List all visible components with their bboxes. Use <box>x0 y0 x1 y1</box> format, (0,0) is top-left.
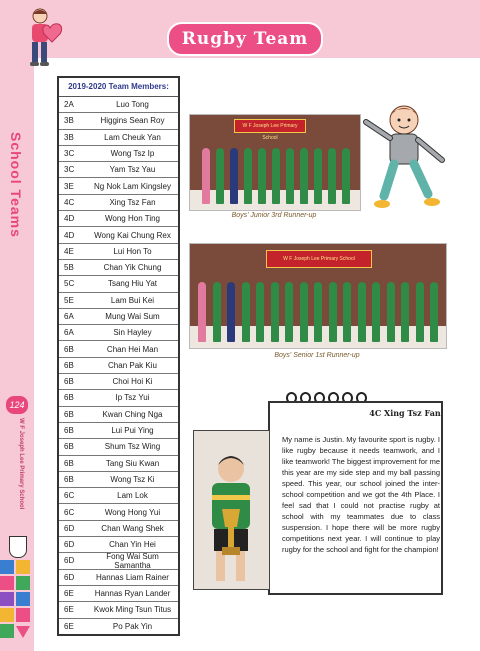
roster-class: 3B <box>64 116 74 126</box>
roster-class: 4C <box>64 197 75 207</box>
roster-class: 6B <box>64 458 74 468</box>
player-figure <box>372 282 380 342</box>
player-figure <box>329 282 337 342</box>
roster-name: Xing Tsz Fan <box>109 197 156 207</box>
player-figure <box>343 282 351 342</box>
roster-class: 6C <box>64 491 75 501</box>
player-figure <box>416 282 424 342</box>
roster-name: Lam Bui Kei <box>110 295 155 305</box>
roster-row <box>59 537 178 553</box>
roster-name: Kwok Ming Tsun Titus <box>93 605 172 615</box>
roster-class: 6B <box>64 344 74 354</box>
story-text: My name is Justin. My favourite sport is rugby. I like rugby because it needs teamwork, and I like teamwork! The biggest improvement for me this year are my side step and my ball passing speed. This year, our school joined the inter-school competition and we got the 4th Place. I feel sad that I could not practise rugby at school with my teammates due to class suspension. I hope there will be more rugby competitions next year. I will continue to play rugby for the school and fight for the champion! <box>282 435 440 554</box>
photo-banner: W F Joseph Lee Primary School <box>234 119 306 133</box>
roster-class: 6E <box>64 622 74 632</box>
player-figure <box>300 148 308 204</box>
roster-name: Lui Hon To <box>113 246 152 256</box>
roster-class: 6B <box>64 426 74 436</box>
player-figure <box>242 282 250 342</box>
roster-name: Wong Hong Yui <box>104 507 161 517</box>
player-figure <box>244 148 252 204</box>
roster-row <box>59 488 178 504</box>
roster-class: 5E <box>64 295 74 305</box>
roster-name: Wong Hon Ting <box>105 214 160 224</box>
roster-name: Fong Wai Sum Samantha <box>106 551 159 570</box>
section-label: School Teams <box>8 132 24 238</box>
player-figure <box>387 282 395 342</box>
roster-name: Ip Tsz Yui <box>115 393 150 403</box>
player-figure <box>198 282 206 342</box>
player-figure <box>202 148 210 204</box>
roster-row <box>59 602 178 618</box>
team-roster <box>57 76 180 636</box>
player-figure <box>358 282 366 342</box>
roster-name: Chan Pak Kiu <box>108 360 157 370</box>
roster-row <box>59 276 178 292</box>
player-figure <box>227 282 235 342</box>
roster-heading: 2019-2020 Team Members: <box>59 78 178 97</box>
roster-row <box>59 227 178 243</box>
player-figure <box>213 282 221 342</box>
player-figure <box>314 282 322 342</box>
roster-name: Kwan Ching Nga <box>102 409 163 419</box>
school-name: W F Joseph Lee Primary School <box>18 418 24 510</box>
roster-name: Lui Pui Ying <box>111 426 154 436</box>
player-figure <box>216 148 224 204</box>
junior-caption: Boys' Junior 3rd Runner-up <box>231 212 317 219</box>
roster-row <box>59 195 178 211</box>
roster-row <box>59 407 178 423</box>
roster-row <box>59 97 178 113</box>
roster-name: Chan Wang Shek <box>101 523 164 533</box>
roster-name: Chan Hei Man <box>106 344 159 354</box>
senior-caption: Boys' Senior 1st Runner-up <box>274 352 360 359</box>
roster-class: 6B <box>64 409 74 419</box>
roster-name: Ng Nok Lam Kingsley <box>94 181 171 191</box>
student-trophy-photo <box>193 430 270 590</box>
roster-class: 6D <box>64 523 75 533</box>
roster-name: Lam Cheuk Yan <box>104 132 161 142</box>
roster-class: 4D <box>64 230 75 240</box>
roster-body <box>59 97 178 635</box>
player-figure <box>286 148 294 204</box>
roster-class: 6A <box>64 312 74 321</box>
page-number: 124 <box>6 396 28 414</box>
roster-class: 3B <box>64 132 74 142</box>
roster-class: 6B <box>64 377 74 387</box>
roster-name: Wong Kai Chung Rex <box>94 230 171 240</box>
school-crest-icon <box>9 536 27 558</box>
roster-class: 6D <box>64 540 75 550</box>
story-title: 4C Xing Tsz Fan <box>369 408 441 418</box>
roster-name: Sin Hayley <box>113 328 152 338</box>
roster-class: 6E <box>64 605 74 615</box>
roster-class: 6D <box>64 572 75 582</box>
roster-class: 6B <box>64 360 74 370</box>
roster-name: Wong Tsz Ki <box>110 474 155 484</box>
player-figure <box>285 282 293 342</box>
page-title: Rugby Team <box>167 22 323 56</box>
roster-class: 6B <box>64 393 74 403</box>
player-figure <box>300 282 308 342</box>
roster-class: 6A <box>64 328 74 338</box>
roster-class: 6E <box>64 589 74 599</box>
player-figure <box>328 148 336 204</box>
roster-class: 6B <box>64 474 74 484</box>
roster-row <box>59 390 178 406</box>
roster-row <box>59 456 178 472</box>
roster-class: 2A <box>64 100 74 110</box>
girl-with-heart-illustration <box>10 6 70 74</box>
roster-row <box>59 325 178 341</box>
roster-name: Chan Yin Hei <box>109 540 156 550</box>
roster-row <box>59 553 178 569</box>
roster-row <box>59 293 178 309</box>
player-figure <box>430 282 438 342</box>
roster-class: 5C <box>64 279 75 289</box>
roster-class: 4D <box>64 214 75 224</box>
player-figure <box>230 148 238 204</box>
boy-waving-illustration <box>358 100 450 218</box>
roster-name: Hannas Ryan Lander <box>94 589 171 599</box>
roster-class: 6C <box>64 507 75 517</box>
roster-row <box>59 472 178 488</box>
roster-name: Chan Yik Chung <box>103 263 162 273</box>
roster-name: Mung Wai Sum <box>105 312 160 321</box>
player-figure <box>342 148 350 204</box>
roster-class: 3C <box>64 165 75 175</box>
roster-row <box>59 504 178 520</box>
player-figure <box>272 148 280 204</box>
player-figure <box>258 148 266 204</box>
roster-name: Hannas Liam Rainer <box>96 572 169 582</box>
roster-name: Po Pak Yin <box>112 622 153 632</box>
roster-class: 6B <box>64 442 74 452</box>
roster-name: Choi Hoi Ki <box>112 377 153 387</box>
roster-class: 5B <box>64 263 74 273</box>
player-figure <box>401 282 409 342</box>
junior-team-photo <box>189 114 361 211</box>
student-with-trophy-illustration <box>194 431 269 589</box>
roster-row <box>59 570 178 586</box>
photo-banner: W F Joseph Lee Primary School <box>266 250 372 268</box>
roster-name: Shum Tsz Wing <box>104 442 161 452</box>
player-figure <box>271 282 279 342</box>
roster-class: 4E <box>64 246 74 256</box>
roster-name: Yam Tsz Yau <box>109 165 156 175</box>
roster-row <box>59 439 178 455</box>
roster-name: Higgins Sean Roy <box>100 116 165 126</box>
player-figure <box>256 282 264 342</box>
roster-name: Wong Tsz Ip <box>110 149 155 159</box>
roster-class: 3E <box>64 181 74 191</box>
roster-class: 3C <box>64 149 75 159</box>
roster-row <box>59 309 178 325</box>
roster-row <box>59 521 178 537</box>
roster-row <box>59 178 178 194</box>
roster-name: Lam Lok <box>117 491 148 501</box>
roster-class: 6D <box>64 556 75 566</box>
roster-name: Luo Tong <box>116 100 149 110</box>
senior-team-photo <box>189 243 447 349</box>
roster-row <box>59 162 178 178</box>
roster-row <box>59 341 178 357</box>
roster-row <box>59 130 178 146</box>
roster-row <box>59 619 178 635</box>
roster-row <box>59 146 178 162</box>
roster-row <box>59 260 178 276</box>
roster-row <box>59 113 178 129</box>
colored-blocks-decoration <box>0 560 34 651</box>
roster-name: Tang Siu Kwan <box>105 458 160 468</box>
roster-row <box>59 211 178 227</box>
roster-row <box>59 244 178 260</box>
roster-row <box>59 586 178 602</box>
roster-name: Tsang Hiu Yat <box>107 279 158 289</box>
player-figure <box>314 148 322 204</box>
roster-row <box>59 374 178 390</box>
roster-row <box>59 358 178 374</box>
roster-row <box>59 423 178 439</box>
